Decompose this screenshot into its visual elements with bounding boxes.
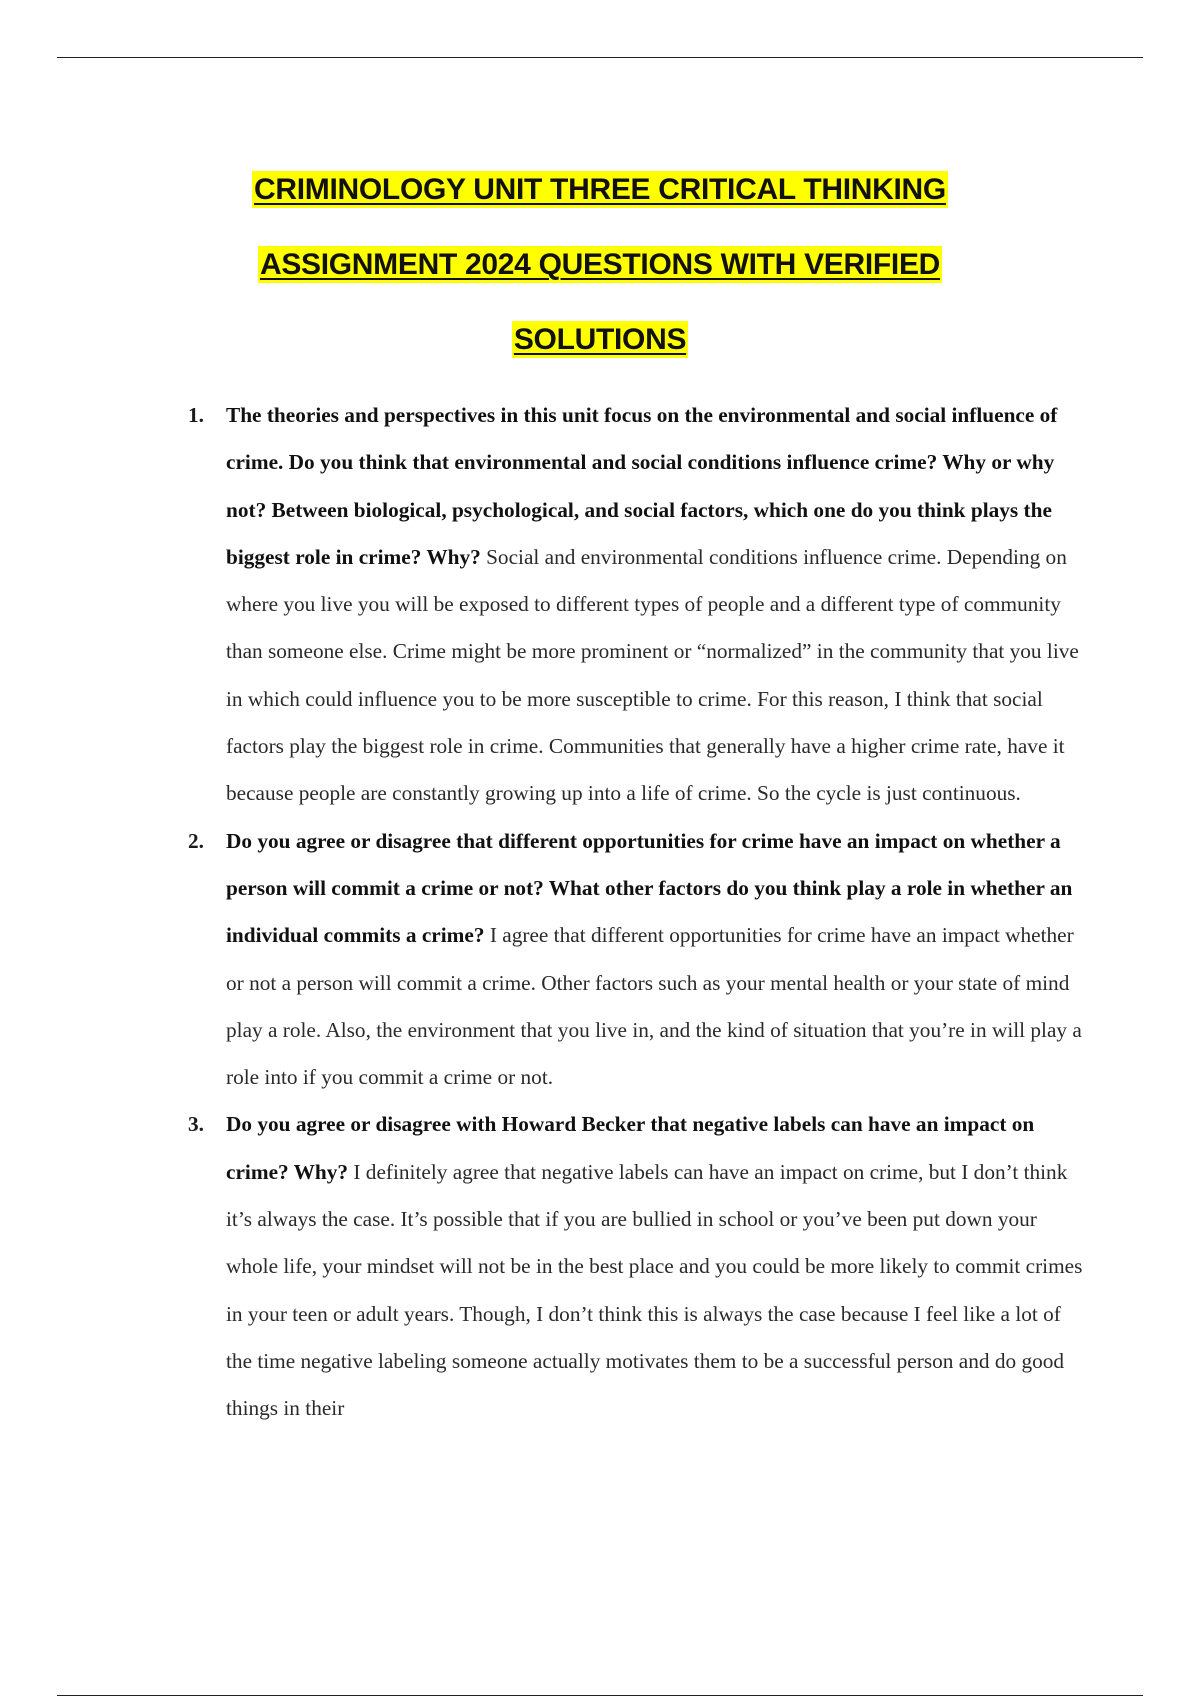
title-line-3: SOLUTIONS xyxy=(513,323,687,356)
question-number: 3. xyxy=(188,1112,204,1137)
question-item-1 xyxy=(188,392,1088,818)
question-number: 1. xyxy=(188,403,204,427)
question-text: Do you agree or disagree that different opportunities for crime have an impact on whether a person will commit a crime or not? What other factors do you think play a role in whether an individual commits a crime? xyxy=(226,828,1073,948)
question-item-2 xyxy=(188,818,1088,1102)
footer-rule xyxy=(57,1695,1143,1696)
document-title xyxy=(57,152,1143,377)
answer-text: I agree that different opportunities for crime have an impact whether or not a person will commit a crime. Other factors such as your mental health or your state of mind play a role. Also, the environment that you live in, and the kind of situation that you’re in will play a role into if you commit a crime or not. xyxy=(226,923,1082,1090)
header-rule xyxy=(57,57,1143,58)
question-text: Do you agree or disagree with Howard Becker that negative labels can have an impact on crime? Why? xyxy=(226,1112,1035,1184)
answer-text: I definitely agree that negative labels can have an impact on crime, but I don’t think it’s always the case. It’s possible that if you are bullied in school or you’ve been put down your whole life, your mindset will not be in the best place and you could be more likely to commit crimes in your teen or adult years. Though, I don’t think this is always the case because I feel like a lot of the time negative labeling someone actually motivates them to be a successful person and do good things in their xyxy=(226,1159,1083,1421)
question-list xyxy=(188,392,1088,1433)
title-line-1: CRIMINOLOGY UNIT THREE CRITICAL THINKING xyxy=(254,173,946,206)
answer-text: Social and environmental conditions influence crime. Depending on where you live you will be exposed to different types of people and a different type of community than someone else. Crime might be more prominent or “normalized” in the community that you live in which could influence you to be more susceptible to crime. For this reason, I think that social factors play the biggest role in crime. Communities that generally have a higher crime rate, have it because people are constantly growing up into a life of crime. So the cycle is just continuous. xyxy=(226,544,1079,806)
title-line-2: ASSIGNMENT 2024 QUESTIONS WITH VERIFIED xyxy=(259,248,941,281)
question-item-3 xyxy=(188,1101,1088,1432)
question-text: The theories and perspectives in this unit focus on the environmental and social influence of crime. Do you think that environmental and social conditions influence crime? Why or why not? Between biological, psychological, and social factors, which one do you think plays the biggest role in crime? Why? xyxy=(226,403,1058,569)
question-number: 2. xyxy=(188,828,204,853)
